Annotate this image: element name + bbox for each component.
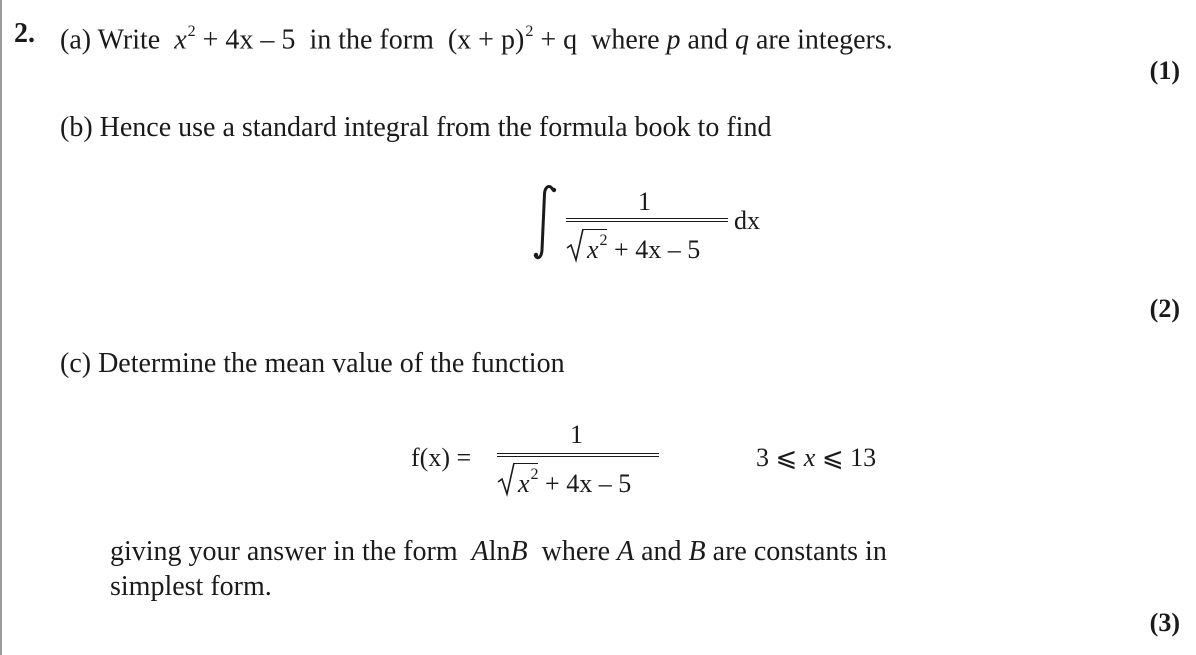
part-a-marks: (1) — [1149, 56, 1180, 85]
part-c-answer-B2: B — [688, 536, 706, 567]
part-c-domain-op1: ⩽ — [775, 443, 798, 472]
part-c-line — [60, 348, 565, 380]
part-a-form-rest: + q — [540, 24, 578, 56]
part-b-den-var: x — [587, 235, 599, 264]
part-a-text-tail: are integers. — [755, 24, 893, 56]
part-a-q: q — [734, 24, 749, 56]
part-b-line — [60, 112, 771, 144]
part-c-label: (c) — [60, 348, 92, 379]
part-c-marks: (3) — [1149, 608, 1180, 637]
part-c-sqrt-bar — [514, 463, 538, 464]
part-a-expr-exp: 2 — [187, 23, 196, 40]
part-c-answer-A2: A — [617, 536, 635, 567]
part-a-form-exp: 2 — [525, 23, 534, 40]
part-c-den-var: x — [518, 469, 530, 498]
part-c-domain-var: x — [803, 443, 816, 472]
part-c-denominator — [518, 466, 632, 499]
part-a-label: (a) — [60, 24, 92, 56]
part-b-fraction-bar — [566, 218, 728, 219]
part-c-answer-and: and — [641, 536, 682, 567]
part-a-p: p — [666, 24, 681, 56]
part-b-sqrt-bar — [583, 229, 607, 230]
part-c-domain-low: 3 — [756, 443, 769, 472]
part-c-text: Determine the mean value of the function — [98, 348, 565, 379]
part-a-expr-rest: + 4x – 5 — [202, 24, 296, 56]
integral-sign-icon — [534, 184, 558, 262]
part-c-fraction-bar — [497, 453, 659, 454]
part-a-line — [60, 18, 893, 56]
part-c-answer-B: B — [510, 536, 528, 567]
part-c-answer-text-b: where — [541, 536, 610, 567]
part-b-text: Hence use a standard integral from the formula book to find — [99, 112, 772, 143]
part-c-den-exp: 2 — [530, 466, 539, 484]
part-c-domain-high: 13 — [850, 443, 877, 472]
part-c-numerator: 1 — [570, 420, 583, 449]
part-b-sqrt-icon — [566, 228, 584, 262]
part-a-text-where: where — [591, 24, 660, 56]
part-c-answer-line-1 — [110, 536, 887, 568]
part-a-text-in-form: in the form — [309, 24, 434, 56]
part-c-answer-text-c: are constants in — [712, 536, 887, 567]
part-b-denominator — [587, 232, 701, 265]
left-margin-rule — [0, 0, 2, 655]
part-b-dx: dx — [734, 206, 760, 235]
part-c-sqrt-icon — [497, 462, 515, 496]
part-b-den-rest: + 4x – 5 — [614, 235, 701, 264]
question-number: 2. — [14, 18, 35, 49]
part-b-label: (b) — [60, 112, 93, 143]
part-c-answer-ln: ln — [488, 536, 511, 567]
part-a-text-write: Write — [97, 24, 161, 56]
part-c-answer-line-2: simplest form. — [110, 571, 272, 602]
part-a-text-and: and — [687, 24, 728, 56]
part-c-f-lhs: f(x) = — [411, 443, 472, 472]
part-c-den-rest: + 4x – 5 — [545, 469, 632, 498]
part-c-answer-A: A — [471, 536, 489, 567]
part-c-domain — [756, 443, 876, 473]
part-c-answer-text-a: giving your answer in the form — [110, 536, 458, 567]
part-c-domain-op2: ⩽ — [821, 443, 844, 472]
part-a-form-open: (x + p) — [447, 24, 525, 56]
part-b-den-exp: 2 — [599, 232, 608, 250]
part-a-expr-var: x — [174, 24, 187, 56]
part-b-marks: (2) — [1149, 294, 1180, 323]
part-b-numerator: 1 — [638, 187, 651, 216]
